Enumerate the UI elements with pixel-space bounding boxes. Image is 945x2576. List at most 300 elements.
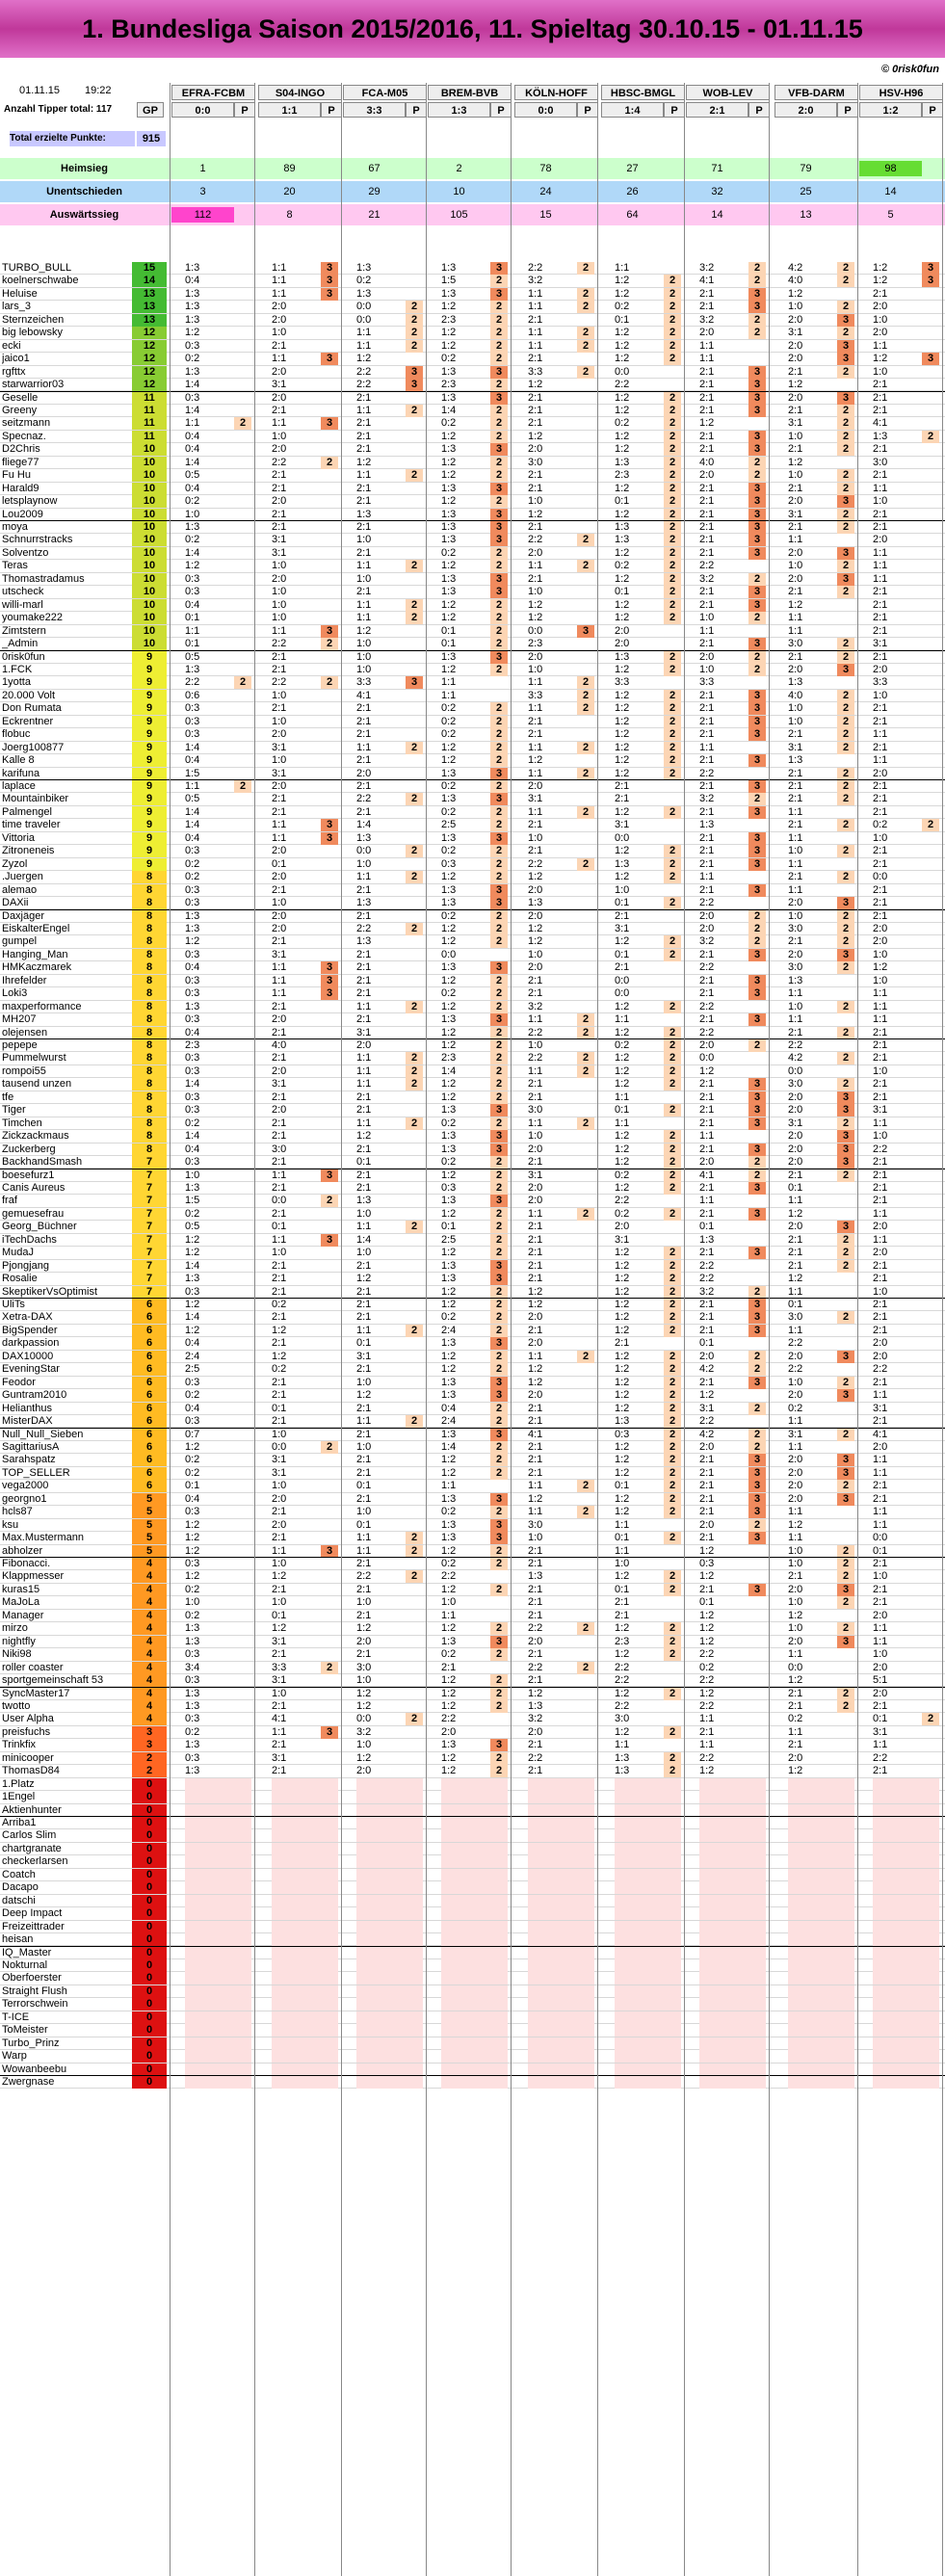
player-points <box>321 443 338 456</box>
player-tip: 1:1 <box>356 871 372 883</box>
player-points <box>577 1091 594 1104</box>
player-tip: 2:0 <box>699 1440 715 1453</box>
player-points: 2 <box>837 1027 854 1039</box>
player-points <box>837 676 854 689</box>
player-points <box>406 987 423 1000</box>
player-points <box>406 1998 423 2011</box>
player-tip: 2:2 <box>615 379 630 391</box>
player-points <box>406 1869 423 1881</box>
player-gp: 0 <box>132 1907 167 1920</box>
player-points <box>922 1947 939 1959</box>
table-row <box>0 1947 945 1959</box>
player-points <box>837 1648 854 1661</box>
player-points <box>748 1273 766 1285</box>
player-gp: 8 <box>132 1039 167 1052</box>
player-points: 2 <box>837 1234 854 1247</box>
player-tip: 2:1 <box>528 417 543 430</box>
player-tip: 2:3 <box>185 1039 200 1051</box>
player-tip: 2:1 <box>528 521 543 533</box>
player-points <box>234 1921 251 1933</box>
player-points <box>490 1895 508 1907</box>
player-tip <box>788 1804 837 1817</box>
player-tip <box>272 2050 321 2063</box>
player-points: 3 <box>748 884 766 897</box>
player-points: 2 <box>748 935 766 948</box>
player-points <box>234 612 251 624</box>
player-points <box>490 1921 508 1933</box>
player-points <box>577 1454 594 1466</box>
player-tip: 2:1 <box>356 961 372 974</box>
player-name: Daxjäger <box>2 909 45 922</box>
player-tip: 1:2 <box>441 560 457 572</box>
player-tip: 2:2 <box>528 262 543 274</box>
player-tip: 2:1 <box>699 1506 715 1518</box>
table-row <box>0 961 945 974</box>
player-tip: 2:5 <box>441 819 457 831</box>
player-points <box>664 1195 681 1207</box>
player-name: Arriba1 <box>2 1817 37 1828</box>
player-gp: 2 <box>132 1765 167 1777</box>
player-points: 2 <box>490 495 508 508</box>
player-tip: 1:3 <box>441 443 457 456</box>
player-tip: 1:3 <box>615 857 630 870</box>
player-points: 2 <box>664 469 681 482</box>
player-tip: 1:3 <box>699 819 715 831</box>
player-points: 2 <box>490 1584 508 1596</box>
player-points <box>577 2037 594 2050</box>
player-points <box>664 1700 681 1713</box>
player-points: 3 <box>748 521 766 534</box>
player-points <box>406 1156 423 1169</box>
player-gp: 0 <box>132 1804 167 1817</box>
player-points: 2 <box>406 793 423 805</box>
player-tip: 2:1 <box>699 1181 715 1194</box>
player-gp: 8 <box>132 1117 167 1130</box>
table-row <box>0 1234 945 1247</box>
player-points <box>922 1143 939 1156</box>
player-points <box>321 469 338 482</box>
player-tip <box>356 1921 406 1933</box>
player-points <box>922 1273 939 1285</box>
player-gp: 8 <box>132 1065 167 1078</box>
player-tip: 0:3 <box>185 1065 200 1077</box>
player-tip <box>528 1921 577 1933</box>
player-points <box>577 1584 594 1596</box>
player-points <box>321 1052 338 1065</box>
player-tip: 0:2 <box>615 560 630 572</box>
player-points <box>234 1415 251 1428</box>
player-points <box>406 1843 423 1855</box>
player-name: lars_3 <box>2 301 31 313</box>
player-tip: 0:4 <box>185 1143 200 1155</box>
player-points <box>406 625 423 638</box>
player-tip: 1:2 <box>699 1544 715 1557</box>
player-tip: 0:2 <box>615 1207 630 1220</box>
player-tip: 2:0 <box>788 1350 803 1362</box>
player-points: 2 <box>490 1506 508 1518</box>
player-gp: 13 <box>132 314 167 327</box>
player-tip: 1:0 <box>356 663 372 675</box>
player-points: 3 <box>406 366 423 379</box>
player-tip: 2:1 <box>873 1765 888 1777</box>
player-points <box>837 1959 854 1972</box>
player-tip <box>185 2063 234 2076</box>
player-tip: 1:4 <box>185 546 200 559</box>
player-tip: 2:1 <box>356 715 372 727</box>
player-points: 2 <box>664 1299 681 1311</box>
player-points <box>837 1817 854 1829</box>
player-tip <box>356 1998 406 2011</box>
player-tip: 2:1 <box>528 572 543 585</box>
match-name: BREM-BVB <box>428 85 512 100</box>
player-points <box>837 1752 854 1765</box>
player-tip: 1:2 <box>441 1466 457 1479</box>
player-points <box>922 1351 939 1363</box>
player-points <box>490 676 508 689</box>
player-tip: 1:0 <box>873 831 888 844</box>
player-points <box>664 910 681 923</box>
player-points <box>837 1286 854 1299</box>
player-points: 2 <box>748 1156 766 1169</box>
player-tip: 1:1 <box>356 1117 372 1129</box>
player-tip: 0:4 <box>185 598 200 611</box>
player-points <box>748 417 766 430</box>
player-points <box>490 1947 508 1959</box>
player-tip: 2:1 <box>272 339 287 352</box>
player-tip: 1:2 <box>441 1363 457 1376</box>
player-points: 2 <box>406 405 423 417</box>
player-name: Sternzeichen <box>2 313 65 326</box>
player-tip: 2:1 <box>272 1415 287 1428</box>
player-gp: 4 <box>132 1688 167 1700</box>
stat-value: 25 <box>800 186 812 197</box>
table-row <box>0 935 945 948</box>
player-tip: 1:1 <box>272 961 287 974</box>
player-points: 2 <box>490 935 508 948</box>
player-points <box>748 1921 766 1933</box>
player-points <box>577 1843 594 1855</box>
player-tip: 0:3 <box>185 1376 200 1388</box>
player-tip: 2:1 <box>356 974 372 986</box>
player-points <box>234 935 251 948</box>
player-tip: 1:2 <box>441 935 457 948</box>
player-points <box>321 573 338 586</box>
table-row <box>0 793 945 805</box>
player-points <box>664 793 681 805</box>
player-name: Niki98 <box>2 1648 32 1661</box>
player-tip: 1:2 <box>185 1233 200 1246</box>
player-points <box>922 1389 939 1402</box>
player-points <box>234 625 251 638</box>
player-points <box>922 1208 939 1221</box>
player-points <box>321 1519 338 1532</box>
player-points <box>234 1325 251 1337</box>
player-points <box>748 353 766 365</box>
player-tip <box>873 1778 922 1791</box>
player-tip: 1:2 <box>441 1039 457 1051</box>
player-points <box>234 1778 251 1791</box>
player-tip: 3:1 <box>873 1402 888 1414</box>
player-tip: 2:1 <box>699 715 715 727</box>
player-points <box>406 1234 423 1247</box>
player-points: 3 <box>837 547 854 560</box>
player-tip: 2:1 <box>272 1000 287 1012</box>
player-points: 2 <box>664 651 681 664</box>
player-name: Vittoria <box>2 831 36 844</box>
player-points <box>922 1299 939 1311</box>
player-tip <box>615 2024 664 2037</box>
player-points <box>577 1532 594 1544</box>
player-tip <box>528 1843 577 1855</box>
player-tip: 2:0 <box>528 1389 543 1402</box>
player-tip: 1:4 <box>185 805 200 818</box>
player-points <box>922 1311 939 1324</box>
player-tip: 3:0 <box>788 1078 803 1091</box>
player-tip: 3:0 <box>528 1518 543 1531</box>
player-tip <box>185 1778 234 1791</box>
player-points <box>321 1454 338 1466</box>
player-points <box>577 1972 594 1985</box>
player-tip: 3:1 <box>699 1402 715 1414</box>
match-result: 0:0 <box>514 102 577 118</box>
player-tip: 2:1 <box>873 1078 888 1091</box>
player-name: Solventzo <box>2 546 49 559</box>
player-tip: 1:2 <box>441 598 457 611</box>
player-points: 2 <box>490 1765 508 1777</box>
player-tip: 0:3 <box>441 857 457 870</box>
player-points: 3 <box>490 1519 508 1532</box>
player-points <box>922 1752 939 1765</box>
player-tip: 2:1 <box>788 365 803 378</box>
player-tip: 1:0 <box>788 1376 803 1388</box>
player-tip: 2:1 <box>699 482 715 494</box>
player-tip: 2:1 <box>528 1273 543 1285</box>
player-points <box>406 1688 423 1700</box>
table-row <box>0 1907 945 1920</box>
player-points <box>321 1467 338 1480</box>
player-tip: 2:1 <box>272 1181 287 1194</box>
player-tip: 1:1 <box>185 417 200 430</box>
player-points: 2 <box>664 1104 681 1117</box>
player-name: laplace <box>2 780 36 792</box>
player-tip <box>699 2024 748 2037</box>
player-tip: 2:1 <box>272 805 287 818</box>
player-tip: 1:3 <box>441 1013 457 1026</box>
player-points <box>922 1674 939 1687</box>
player-tip: 2:1 <box>272 469 287 482</box>
player-tip: 1:0 <box>272 560 287 572</box>
player-points <box>577 469 594 482</box>
player-points <box>321 768 338 780</box>
player-tip <box>272 1855 321 1868</box>
group-separator <box>0 391 945 392</box>
player-name: 1.Platz <box>2 1777 35 1790</box>
player-tip: 2:0 <box>873 301 888 313</box>
player-points <box>406 702 423 715</box>
player-tip: 1:1 <box>615 1544 630 1557</box>
player-points <box>837 2011 854 2024</box>
player-tip: 2:1 <box>699 365 715 378</box>
player-tip: 3:1 <box>272 1674 287 1687</box>
player-tip: 1:3 <box>185 1181 200 1194</box>
player-points: 2 <box>664 664 681 676</box>
player-tip: 0:2 <box>441 1156 457 1169</box>
player-points <box>577 483 594 495</box>
stat-label: Auswärtssieg <box>49 209 119 221</box>
player-points <box>490 1998 508 2011</box>
player-points <box>664 1674 681 1687</box>
player-points <box>577 573 594 586</box>
player-tip: 0:2 <box>615 417 630 430</box>
player-gp: 0 <box>132 2063 167 2076</box>
player-tip: 2:1 <box>272 1648 287 1661</box>
player-tip: 0:4 <box>185 1402 200 1414</box>
player-points <box>406 716 423 728</box>
player-points <box>234 638 251 650</box>
player-points <box>922 728 939 741</box>
player-points <box>577 1998 594 2011</box>
player-tip: 2:0 <box>528 650 543 663</box>
player-points <box>664 676 681 689</box>
player-points <box>321 586 338 598</box>
player-points: 2 <box>664 1208 681 1221</box>
player-points <box>577 1933 594 1946</box>
player-points <box>748 1985 766 1998</box>
player-name: Timchen <box>2 1117 42 1129</box>
player-points <box>577 1130 594 1143</box>
player-tip: 1:1 <box>873 754 888 767</box>
player-points: 2 <box>490 560 508 572</box>
player-tip: 1:2 <box>615 598 630 611</box>
player-points: 3 <box>490 1636 508 1648</box>
player-points <box>234 1091 251 1104</box>
player-points <box>321 1389 338 1402</box>
player-tip: 1:2 <box>699 417 715 430</box>
player-name: MH207 <box>2 1013 37 1026</box>
player-tip: 1:2 <box>441 1247 457 1259</box>
player-tip: 0:2 <box>441 1506 457 1518</box>
player-name: karifuna <box>2 767 40 779</box>
player-tip <box>356 2011 406 2024</box>
player-points <box>577 1648 594 1661</box>
player-tip: 4:1 <box>873 417 888 430</box>
player-tip: 2:0 <box>272 1013 287 1026</box>
player-points <box>321 1027 338 1039</box>
player-tip: 3:1 <box>615 1233 630 1246</box>
player-tip: 3:1 <box>272 546 287 559</box>
stat-value: 24 <box>539 186 552 197</box>
player-tip: 3:4 <box>185 1661 200 1673</box>
player-tip <box>615 1829 664 1842</box>
player-tip <box>356 1985 406 1998</box>
player-points: 2 <box>664 560 681 572</box>
player-points: 2 <box>664 897 681 909</box>
player-points <box>577 1078 594 1091</box>
player-tip: 2:1 <box>356 728 372 741</box>
player-points <box>922 1363 939 1376</box>
player-tip: 1:2 <box>615 1402 630 1414</box>
player-points <box>664 2037 681 2050</box>
player-points <box>922 871 939 883</box>
player-gp: 9 <box>132 819 167 831</box>
player-points <box>490 1972 508 1985</box>
player-points: 2 <box>664 935 681 948</box>
player-tip: 2:1 <box>873 1480 888 1492</box>
table-row <box>0 340 945 353</box>
table-row <box>0 612 945 624</box>
player-tip: 2:2 <box>615 1661 630 1673</box>
player-points <box>234 1403 251 1415</box>
player-tip <box>615 1791 664 1803</box>
player-tip: 2:1 <box>615 793 630 805</box>
player-name: Specnaz. <box>2 430 46 442</box>
player-tip: 1:2 <box>441 495 457 508</box>
player-points <box>321 884 338 897</box>
player-points <box>321 1713 338 1725</box>
player-points <box>748 1662 766 1674</box>
player-gp: 6 <box>132 1363 167 1376</box>
player-points <box>748 2024 766 2037</box>
player-tip <box>615 2063 664 2076</box>
player-points <box>321 405 338 417</box>
player-points: 3 <box>837 1221 854 1233</box>
player-points <box>234 560 251 572</box>
player-points: 3 <box>748 1247 766 1259</box>
player-tip: 1:0 <box>528 1130 543 1143</box>
player-tip: 3:1 <box>272 1635 287 1647</box>
player-points <box>748 1726 766 1739</box>
player-points <box>406 690 423 702</box>
player-points: 2 <box>406 1078 423 1091</box>
player-points: 3 <box>748 716 766 728</box>
player-points <box>577 1182 594 1195</box>
player-tip: 1:2 <box>528 379 543 391</box>
player-gp: 10 <box>132 547 167 560</box>
player-tip: 2:1 <box>699 1583 715 1595</box>
table-row <box>0 457 945 469</box>
player-tip: 1:2 <box>699 1622 715 1635</box>
player-tip <box>441 1947 490 1959</box>
player-points <box>922 1001 939 1013</box>
player-points: 2 <box>748 327 766 339</box>
player-points <box>577 1001 594 1013</box>
credit: © 0risk0fun <box>880 64 939 75</box>
player-tip: 1:2 <box>185 935 200 948</box>
player-name: SkeptikerVsOptimist <box>2 1285 98 1298</box>
player-gp: 5 <box>132 1532 167 1544</box>
player-tip: 2:1 <box>873 1026 888 1038</box>
player-tip: 0:2 <box>788 1713 803 1725</box>
player-points <box>837 987 854 1000</box>
player-points <box>321 806 338 819</box>
player-points <box>577 1791 594 1803</box>
player-tip: 2:2 <box>356 922 372 934</box>
player-points <box>577 379 594 391</box>
player-tip: 1:0 <box>356 857 372 870</box>
player-tip: 0:3 <box>185 845 200 857</box>
player-tip: 1:3 <box>441 1143 457 1155</box>
player-points <box>321 1156 338 1169</box>
player-tip: 2:0 <box>272 1518 287 1531</box>
player-points: 2 <box>837 560 854 572</box>
player-tip <box>699 1985 748 1998</box>
table-row <box>0 1570 945 1583</box>
player-points <box>577 935 594 948</box>
p-header: P <box>748 102 770 118</box>
player-tip: 2:0 <box>873 663 888 675</box>
player-points: 3 <box>748 858 766 871</box>
player-tip <box>699 1881 748 1894</box>
